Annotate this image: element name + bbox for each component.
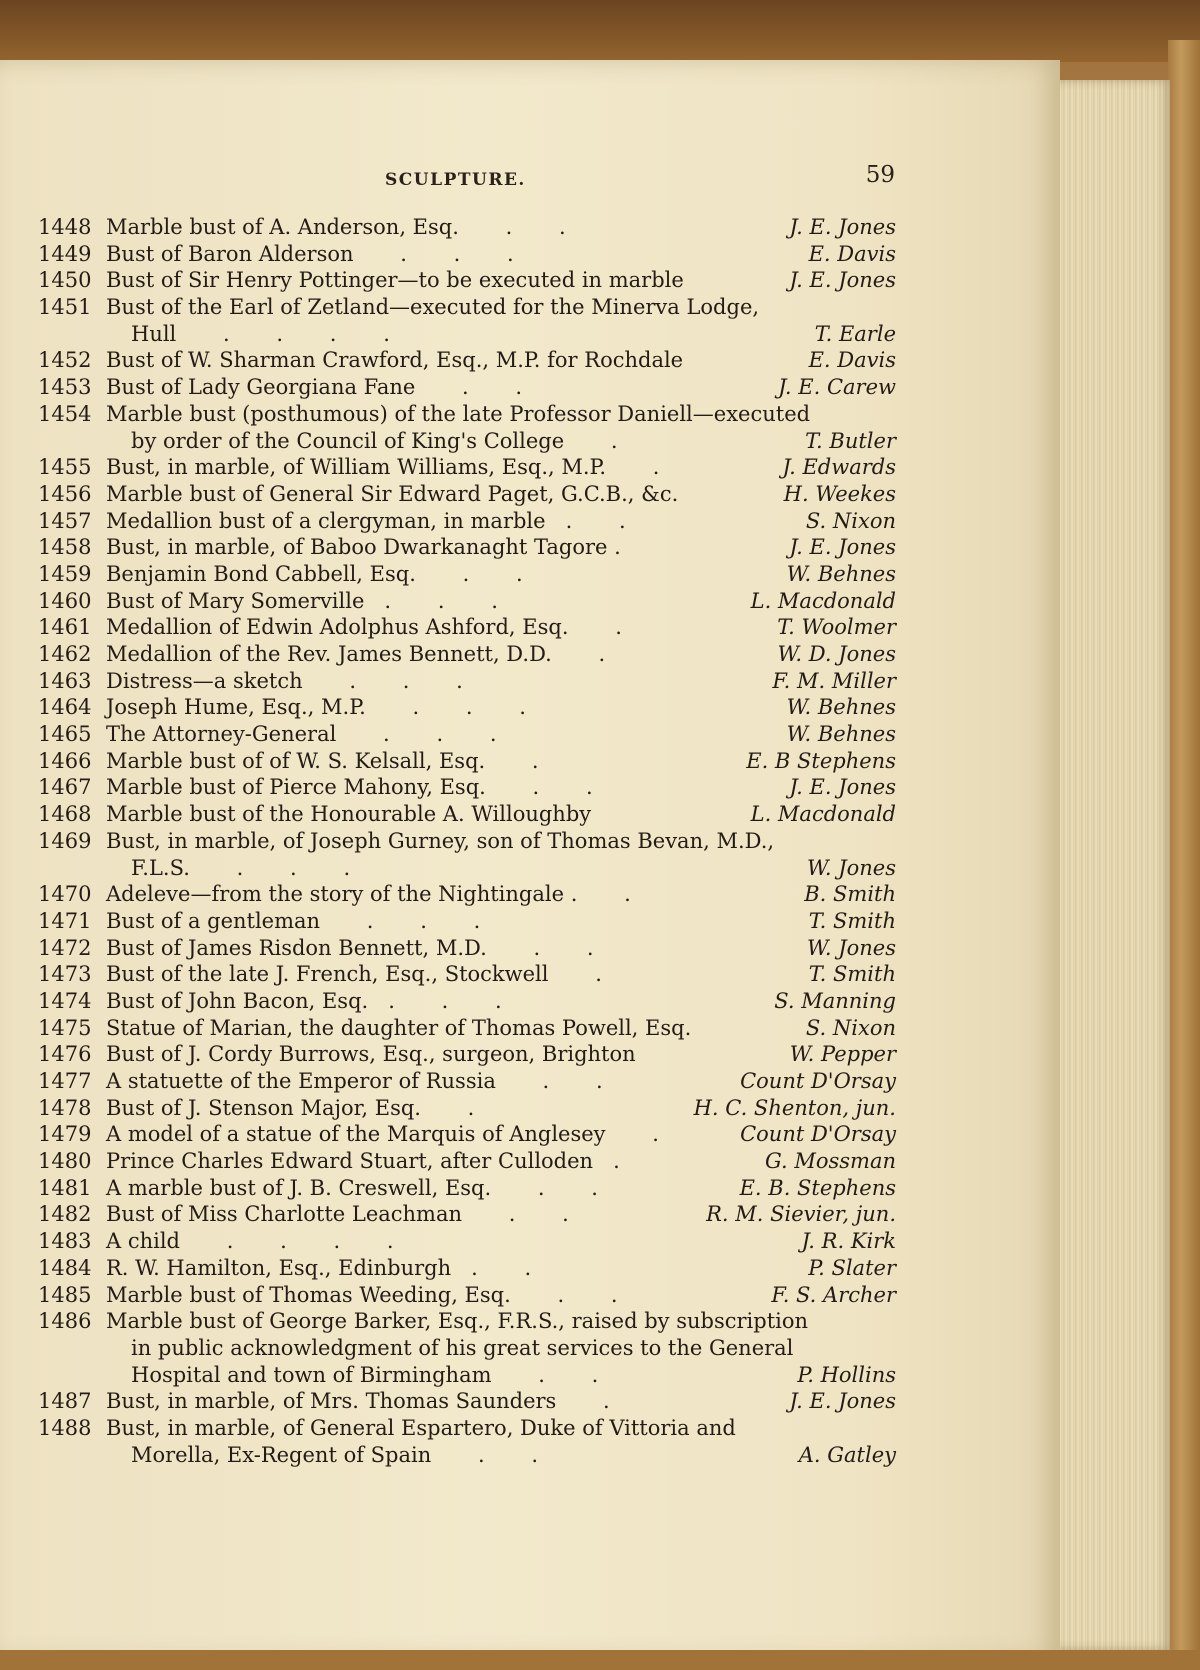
catalogue-entry — [38, 241, 900, 268]
catalogue-entry — [38, 481, 900, 508]
entry-title: Bust, in marble, of William Williams, Esq., M.P. . — [106, 455, 660, 480]
catalogue-entry — [38, 748, 900, 775]
entry-title: Bust of J. Stenson Major, Esq. . — [106, 1095, 475, 1120]
catalogue-entry — [38, 721, 900, 748]
catalogue-entry — [38, 294, 900, 321]
catalogue-entry — [38, 774, 900, 801]
entry-number: 1475 — [38, 1015, 92, 1040]
entry-artist: J. E. Carew — [778, 375, 896, 400]
catalogue-entry — [38, 1041, 900, 1068]
entry-number: 1459 — [38, 561, 92, 586]
page-number: 59 — [865, 162, 895, 188]
entry-title: The Attorney-General . . . — [106, 722, 497, 747]
catalogue-entry — [38, 401, 900, 428]
entry-artist: J. E. Jones — [789, 775, 896, 800]
book-binding — [1168, 40, 1200, 1670]
entry-artist: W. Pepper — [789, 1042, 896, 1067]
entry-number: 1455 — [38, 455, 92, 480]
entry-number: 1479 — [38, 1122, 92, 1147]
entry-title: Bust, in marble, of Baboo Dwarkanaght Tagore . — [106, 535, 621, 560]
entry-artist: F. S. Archer — [771, 1282, 896, 1307]
entry-number: 1467 — [38, 775, 92, 800]
entry-artist: P. Hollins — [797, 1362, 896, 1387]
entry-title: A marble bust of J. B. Creswell, Esq. . . — [106, 1175, 598, 1200]
entry-artist: W. Jones — [806, 935, 896, 960]
catalogue-entry — [38, 347, 900, 374]
catalogue-entry — [38, 534, 900, 561]
entry-number: 1454 — [38, 401, 92, 426]
entry-number: 1482 — [38, 1202, 92, 1227]
entry-number: 1481 — [38, 1175, 92, 1200]
entry-artist: T. Earle — [814, 321, 896, 346]
entry-title: Bust, in marble, of General Espartero, Duke of Vittoria and — [106, 1415, 736, 1440]
entry-artist: S. Nixon — [805, 1015, 896, 1040]
entry-number: 1458 — [38, 535, 92, 560]
entry-artist: E. B. Stephens — [739, 1175, 896, 1200]
entry-artist: S. Manning — [774, 988, 896, 1013]
catalogue-entry — [38, 374, 900, 401]
entry-number: 1485 — [38, 1282, 92, 1307]
entry-title: Marble bust of A. Anderson, Esq. . . — [106, 215, 566, 239]
catalogue-entry — [38, 614, 900, 641]
entry-title: Medallion bust of a clergyman, in marble . . — [106, 508, 626, 533]
entry-title: Marble bust of Pierce Mahony, Esq. . . — [106, 775, 593, 800]
entry-number: 1474 — [38, 988, 92, 1013]
entry-number: 1477 — [38, 1069, 92, 1093]
catalogue-entry — [38, 961, 900, 988]
entry-artist: T. Smith — [808, 908, 896, 933]
entry-number: 1462 — [38, 642, 92, 666]
entry-number: 1480 — [38, 1149, 92, 1174]
entry-title: Bust of the late J. French, Esq., Stockwell . — [106, 962, 602, 987]
entry-artist: T. Woolmer — [777, 615, 896, 640]
catalogue-entry — [38, 1255, 900, 1282]
entry-title: by order of the Council of King's College . — [131, 428, 618, 453]
catalogue-entry — [38, 988, 900, 1015]
catalogue-entry-continuation — [38, 428, 900, 455]
page-edges — [1050, 80, 1170, 1650]
book-cover-bottom — [0, 1650, 1200, 1670]
catalogue-entry — [38, 1175, 900, 1202]
entry-title: Marble bust of Thomas Weeding, Esq. . . — [106, 1282, 618, 1307]
entry-artist: J. E. Jones — [789, 535, 896, 560]
catalogue-entry — [38, 1308, 900, 1335]
entry-title: in public acknowledgment of his great services to the General — [131, 1335, 794, 1360]
entry-artist: W. D. Jones — [777, 642, 896, 666]
entry-number: 1452 — [38, 348, 92, 373]
entry-artist: J. E. Jones — [789, 268, 896, 293]
entry-artist: J. Edwards — [782, 455, 896, 480]
catalogue-entry — [38, 1201, 900, 1228]
entry-title: Prince Charles Edward Stuart, after Culloden . — [106, 1149, 620, 1174]
entry-artist: E. B Stephens — [746, 748, 896, 773]
catalogue-entry — [38, 1148, 900, 1175]
entry-artist: L. Macdonald — [750, 588, 896, 613]
entry-artist: W. Jones — [806, 855, 896, 880]
entry-title: Bust of W. Sharman Crawford, Esq., M.P. for Rochdale — [106, 348, 684, 373]
entry-number: 1461 — [38, 615, 92, 640]
entry-title: Bust, in marble, of Mrs. Thomas Saunders . — [106, 1389, 610, 1414]
entry-artist: B. Smith — [804, 882, 896, 907]
catalogue-entry — [38, 1228, 900, 1255]
catalogue-entry — [38, 1282, 900, 1309]
entry-title: Bust of James Risdon Bennett, M.D. . . — [106, 935, 594, 960]
entry-artist: J. E. Jones — [789, 1389, 896, 1414]
entry-artist: W. Behnes — [786, 722, 896, 747]
entry-title: Bust of Baron Alderson . . . — [106, 241, 514, 266]
entry-artist: A. Gatley — [798, 1442, 896, 1467]
catalogue-entry — [38, 1415, 900, 1442]
entry-artist: J. E. Jones — [789, 215, 896, 239]
entry-artist: F. M. Miller — [772, 668, 896, 693]
entry-number: 1465 — [38, 722, 92, 747]
entry-number: 1471 — [38, 908, 92, 933]
entry-artist: E. Davis — [808, 348, 896, 373]
entry-title: Bust, in marble, of Joseph Gurney, son of Thomas Bevan, M.D., — [106, 828, 775, 853]
entry-number: 1469 — [38, 828, 92, 853]
entry-artist: J. R. Kirk — [801, 1229, 896, 1254]
entry-title: Bust of J. Cordy Burrows, Esq., surgeon, Brighton — [106, 1042, 636, 1067]
catalogue-entry — [38, 935, 900, 962]
catalogue-entry — [38, 641, 900, 668]
running-head: SCULPTURE. — [385, 170, 526, 190]
entry-number: 1473 — [38, 962, 92, 987]
catalogue-entry — [38, 1388, 900, 1415]
entry-title: Benjamin Bond Cabbell, Esq. . . — [106, 561, 523, 586]
book-cover-top — [0, 0, 1200, 62]
entry-title: Bust of a gentleman . . . — [106, 908, 481, 933]
entry-number: 1468 — [38, 802, 92, 827]
catalogue-entry — [38, 508, 900, 535]
catalogue-entry-continuation — [38, 321, 900, 348]
catalogue-entry-continuation — [38, 1335, 900, 1362]
entry-title: Hull . . . . — [131, 321, 390, 346]
catalogue-entry — [38, 908, 900, 935]
catalogue-entry — [38, 561, 900, 588]
entry-artist: R. M. Sievier, jun. — [706, 1202, 896, 1227]
catalogue-entry — [38, 828, 900, 855]
entry-title: R. W. Hamilton, Esq., Edinburgh . . — [106, 1255, 532, 1280]
entry-artist: T. Smith — [808, 962, 896, 987]
catalogue-entry — [38, 1068, 900, 1095]
entry-number: 1450 — [38, 268, 92, 293]
entry-number: 1484 — [38, 1255, 92, 1280]
entry-number: 1463 — [38, 668, 92, 693]
entry-number: 1476 — [38, 1042, 92, 1067]
catalogue-entries — [38, 214, 900, 1468]
entry-title: Bust of the Earl of Zetland—executed for the Minerva Lodge, — [106, 295, 760, 320]
entry-number: 1453 — [38, 375, 92, 400]
entry-artist: H. Weekes — [783, 481, 896, 506]
entry-artist: Count D'Orsay — [740, 1122, 896, 1147]
entry-title: Marble bust (posthumous) of the late Professor Daniell—executed — [106, 401, 811, 426]
entry-artist: P. Slater — [808, 1255, 896, 1280]
entry-number: 1448 — [38, 215, 92, 239]
entry-artist: H. C. Shenton, jun. — [693, 1095, 896, 1120]
entry-artist: Count D'Orsay — [740, 1069, 896, 1093]
entry-title: Marble bust of of W. S. Kelsall, Esq. . — [106, 748, 539, 773]
catalogue-entry — [38, 214, 900, 241]
entry-title: Statue of Marian, the daughter of Thomas Powell, Esq. — [106, 1015, 692, 1040]
entry-number: 1487 — [38, 1389, 92, 1414]
catalogue-entry — [38, 588, 900, 615]
entry-title: Marble bust of George Barker, Esq., F.R.S., raised by subscription — [106, 1309, 809, 1334]
catalogue-entry — [38, 1121, 900, 1148]
entry-title: A child . . . . — [106, 1229, 394, 1254]
catalogue-entry-continuation — [38, 1442, 900, 1469]
entry-title: Morella, Ex-Regent of Spain . . — [131, 1442, 539, 1467]
entry-artist: E. Davis — [808, 241, 896, 266]
entry-title: Bust of Sir Henry Pottinger—to be executed in marble — [106, 268, 684, 293]
entry-title: Bust of Miss Charlotte Leachman . . — [106, 1202, 569, 1227]
page-header — [105, 160, 895, 200]
entry-title: Joseph Hume, Esq., M.P. . . . — [106, 695, 526, 720]
entry-number: 1472 — [38, 935, 92, 960]
entry-artist: G. Mossman — [764, 1149, 896, 1174]
entry-title: F.L.S. . . . — [131, 855, 351, 880]
entry-artist: S. Nixon — [805, 508, 896, 533]
entry-title: Hospital and town of Birmingham . . — [131, 1362, 599, 1387]
entry-number: 1470 — [38, 882, 92, 907]
catalogue-entry — [38, 694, 900, 721]
entry-artist: W. Behnes — [786, 561, 896, 586]
catalogue-entry-continuation — [38, 855, 900, 882]
entry-number: 1464 — [38, 695, 92, 720]
catalogue-entry-continuation — [38, 1362, 900, 1389]
entry-number: 1488 — [38, 1415, 92, 1440]
catalogue-entry — [38, 668, 900, 695]
catalogue-entry — [38, 1095, 900, 1122]
entry-number: 1483 — [38, 1229, 92, 1254]
entry-title: Bust of Lady Georgiana Fane . . — [106, 375, 523, 400]
entry-number: 1486 — [38, 1309, 92, 1334]
entry-number: 1457 — [38, 508, 92, 533]
entry-title: Marble bust of the Honourable A. Willoughby — [106, 802, 592, 827]
catalogue-entry — [38, 1015, 900, 1042]
entry-number: 1478 — [38, 1095, 92, 1120]
entry-artist: T. Butler — [805, 428, 896, 453]
entry-number: 1451 — [38, 295, 92, 320]
entry-artist: W. Behnes — [786, 695, 896, 720]
catalogue-entry — [38, 881, 900, 908]
catalogue-entry — [38, 801, 900, 828]
catalogue-entry — [38, 267, 900, 294]
entry-title: A statuette of the Emperor of Russia . . — [106, 1069, 603, 1093]
entry-number: 1449 — [38, 241, 92, 266]
entry-title: Medallion of Edwin Adolphus Ashford, Esq. . — [106, 615, 622, 640]
entry-number: 1456 — [38, 481, 92, 506]
entry-number: 1460 — [38, 588, 92, 613]
entry-title: Adeleve—from the story of the Nightingale . . — [106, 882, 631, 907]
entry-title: Bust of Mary Somerville . . . — [106, 588, 498, 613]
entry-title: A model of a statue of the Marquis of Anglesey . — [106, 1122, 659, 1147]
catalogue-entry — [38, 454, 900, 481]
entry-title: Marble bust of General Sir Edward Paget, G.C.B., &c. — [106, 481, 679, 506]
entry-title: Medallion of the Rev. James Bennett, D.D. . — [106, 642, 606, 666]
entry-title: Distress—a sketch . . . — [106, 668, 463, 693]
entry-title: Bust of John Bacon, Esq. . . . — [106, 988, 502, 1013]
entry-number: 1466 — [38, 748, 92, 773]
entry-artist: L. Macdonald — [750, 802, 896, 827]
